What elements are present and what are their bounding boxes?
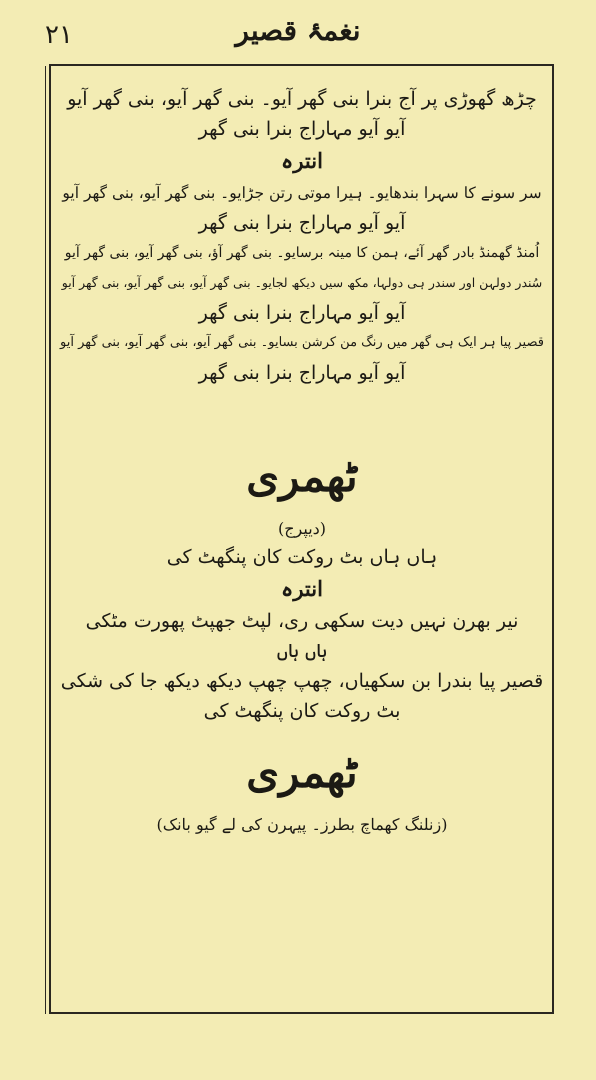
antara-line: ہاں ہاں: [276, 640, 328, 662]
antara-line: قصیر پیا ہر ایک ہی گھر میں رنگ من کرشن بسایو۔ بنی گھر آیو، بنی گھر آیو، بنی گھر آیو: [60, 335, 544, 350]
running-head: نغمۂ قصیر: [235, 14, 361, 47]
section-song-verse: [58, 84, 546, 388]
asthai-line: ہاں ہاں بٹ روکت کان پنگھٹ کی: [166, 546, 438, 568]
page-number: ۲۱: [45, 20, 73, 50]
thumri-title: ٹھمری: [246, 452, 358, 501]
section-gap: [58, 388, 546, 438]
antara-heading: انترہ: [281, 148, 323, 173]
antara-line: نیر بھرن نہیں دیت سکھی ری، لپٹ جھپٹ پھورت مٹکی: [85, 610, 519, 632]
raag-label: (دیپرج): [277, 519, 327, 538]
section-gap: [58, 726, 546, 734]
antara-line: سر سونے کا سہرا بندھایو۔ ہیرا موتی رتن جڑایو۔ بنی گھر آیو، بنی گھر آیو: [62, 184, 542, 202]
section-thumri-2: [58, 734, 546, 838]
antara-line: آیو آیو مہاراج بنرا بنی گھر: [198, 302, 406, 324]
antara-heading: انترہ: [281, 576, 323, 601]
antara-line: قصیر پیا بندرا بن سکھیاں، چھپ چھپ دیکھ دیکھ جا کی شکی: [60, 670, 544, 692]
antara-line: آیو آیو مہاراج بنرا بنی گھر: [198, 362, 406, 384]
section-thumri-1: [58, 438, 546, 726]
antara-line: سُندر دولہن اور سندر ہی دولہا، مکھ سیں دیکھ لجایو۔ بنی گھر آیو، بنی گھر آیو، بنی گھر آیو: [61, 275, 543, 290]
antara-line: بٹ روکت کان پنگھٹ کی: [203, 700, 401, 722]
verse-line: آیو آیو مہاراج بنرا بنی گھر: [198, 118, 406, 140]
raag-label: (زنلنگ کھماچ بطرز۔ پیہرن کی لے گیو بانک): [156, 815, 448, 834]
page-body: [58, 84, 546, 838]
thumri-title: ٹھمری: [246, 748, 358, 797]
verse-line: چڑھ گھوڑی پر آج بنرا بنی گھر آیو۔ بنی گھر آیو، بنی گھر آیو: [67, 88, 537, 110]
antara-line: اُمنڈ گھمنڈ بادر گھر آئے، ہمن کا مینہ برسایو۔ بنی گھر آؤ، بنی گھر آیو، بنی گھر آیو: [64, 245, 540, 261]
antara-line: آیو آیو مہاراج بنرا بنی گھر: [198, 212, 406, 234]
